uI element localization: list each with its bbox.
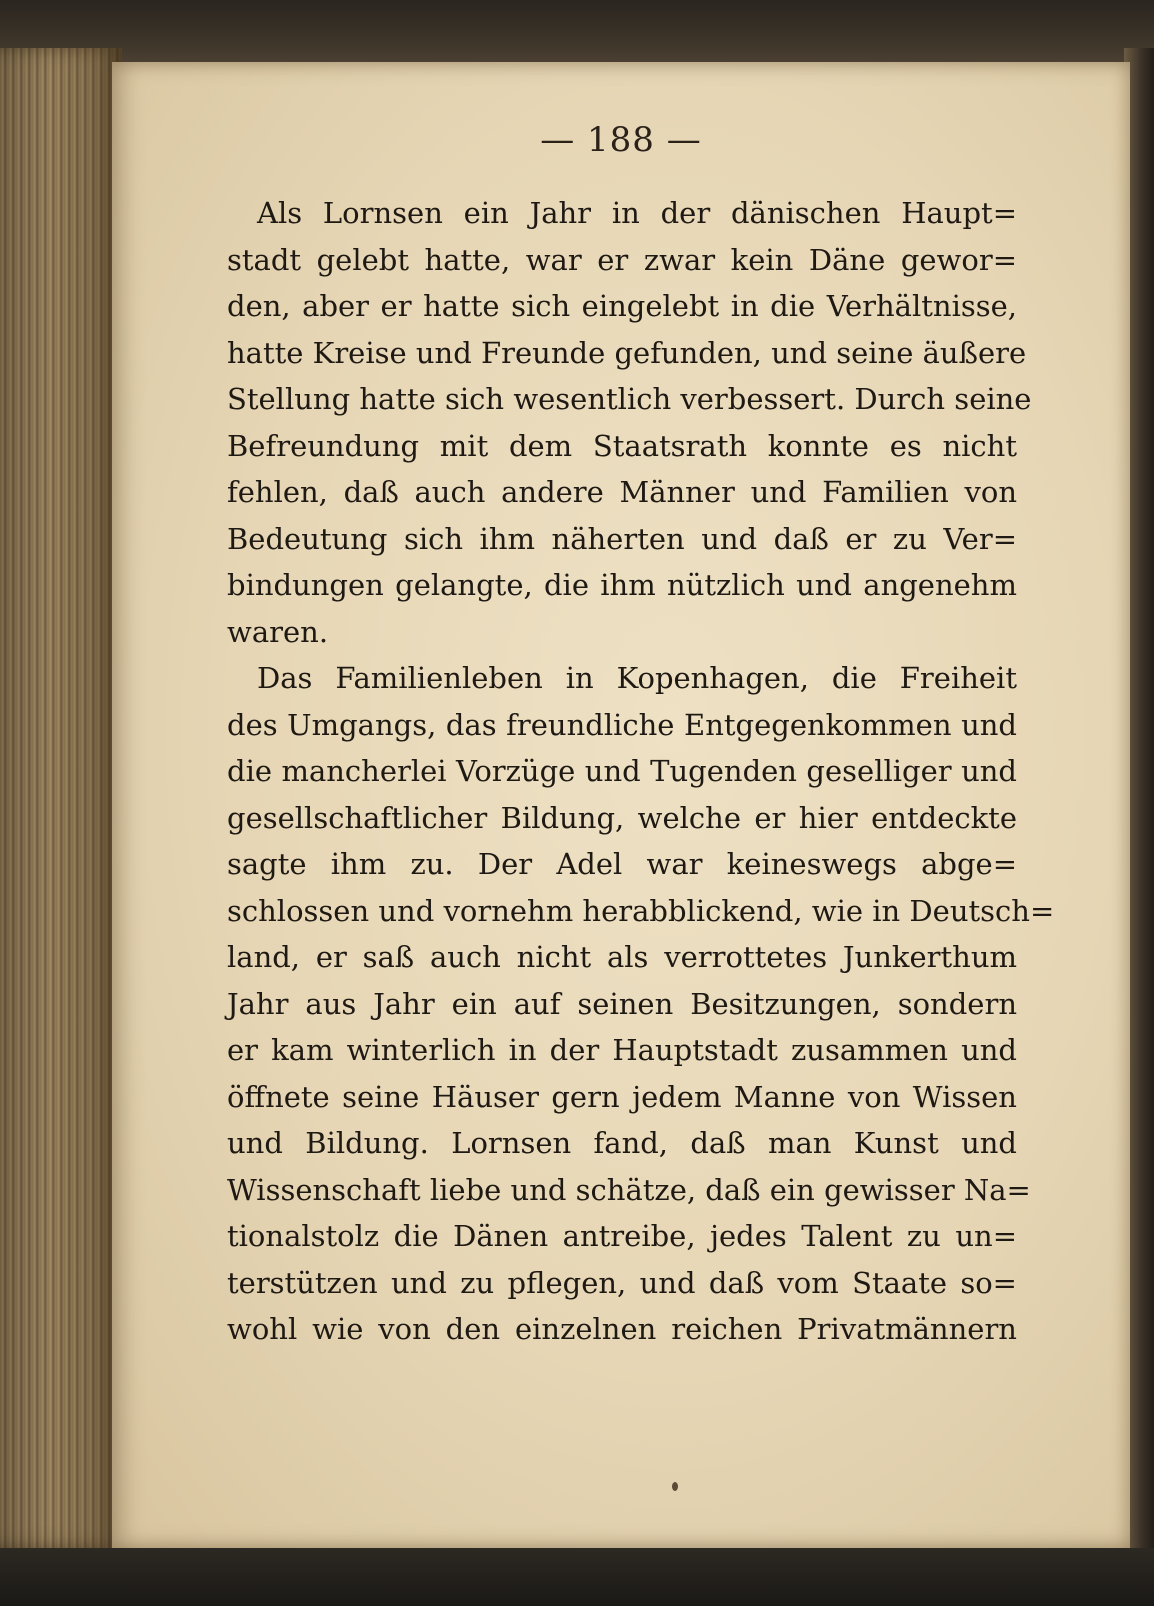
text-line: Wissenschaft liebe und schätze, daß ein gewisser Na=	[227, 1172, 1031, 1207]
text-line: waren.	[227, 614, 329, 649]
text-line: Jahr aus Jahr ein auf seinen Besitzungen, sondern	[227, 986, 1017, 1021]
scan-top-border	[0, 0, 1154, 62]
book-page	[112, 62, 1130, 1548]
text-line: terstützen und zu pflegen, und daß vom Staate so=	[227, 1265, 1017, 1300]
text-line: hatte Kreise und Freunde gefunden, und seine äußere	[227, 335, 1027, 370]
body-text	[227, 190, 1055, 1353]
text-line: schlossen und vornehm herabblickend, wie in Deutsch=	[227, 893, 1055, 928]
text-line: er kam winterlich in der Hauptstadt zusammen und	[227, 1033, 1017, 1067]
text-line: gesellschaftlicher Bildung, welche er hier entdeckte	[227, 800, 1017, 835]
text-line: Stellung hatte sich wesentlich verbessert. Durch seine	[227, 382, 1032, 416]
text-line: die mancherlei Vorzüge und Tugenden geselliger und	[227, 754, 1017, 788]
text-line: wohl wie von den einzelnen reichen Privatmännern	[227, 1312, 1017, 1346]
text-line: Als Lornsen ein Jahr in der dänischen Haupt=	[257, 196, 1017, 230]
text-line: sagte ihm zu. Der Adel war keineswegs abge=	[227, 847, 1017, 881]
text-line: tionalstolz die Dänen antreibe, jedes Talent zu un=	[227, 1219, 1017, 1253]
text-line: und Bildung. Lornsen fand, daß man Kunst und	[227, 1126, 1017, 1160]
text-line: des Umgangs, das freundliche Entgegenkommen und	[227, 707, 1017, 742]
text-line: öffnete seine Häuser gern jedem Manne von Wissen	[227, 1079, 1017, 1114]
scan-bottom-border	[0, 1548, 1154, 1606]
text-line: fehlen, daß auch andere Männer und Familien von	[227, 475, 1017, 509]
stacked-page-edges	[0, 48, 122, 1548]
page-number: — 188 —	[540, 120, 702, 160]
text-line: Bedeutung sich ihm näherten und daß er zu Ver=	[227, 521, 1017, 556]
text-line: bindungen gelangte, die ihm nützlich und angenehm	[227, 568, 1017, 602]
text-line: land, er saß auch nicht als verrottetes Junkerthum	[227, 940, 1017, 974]
text-line: Das Familienleben in Kopenhagen, die Freiheit	[257, 661, 1017, 695]
ink-spot	[672, 1482, 678, 1491]
text-line: Befreundung mit dem Staatsrath konnte es nicht	[227, 428, 1017, 463]
text-line: stadt gelebt hatte, war er zwar kein Däne gewor=	[227, 242, 1017, 277]
text-line: den, aber er hatte sich eingelebt in die Verhältnisse,	[227, 289, 1017, 323]
